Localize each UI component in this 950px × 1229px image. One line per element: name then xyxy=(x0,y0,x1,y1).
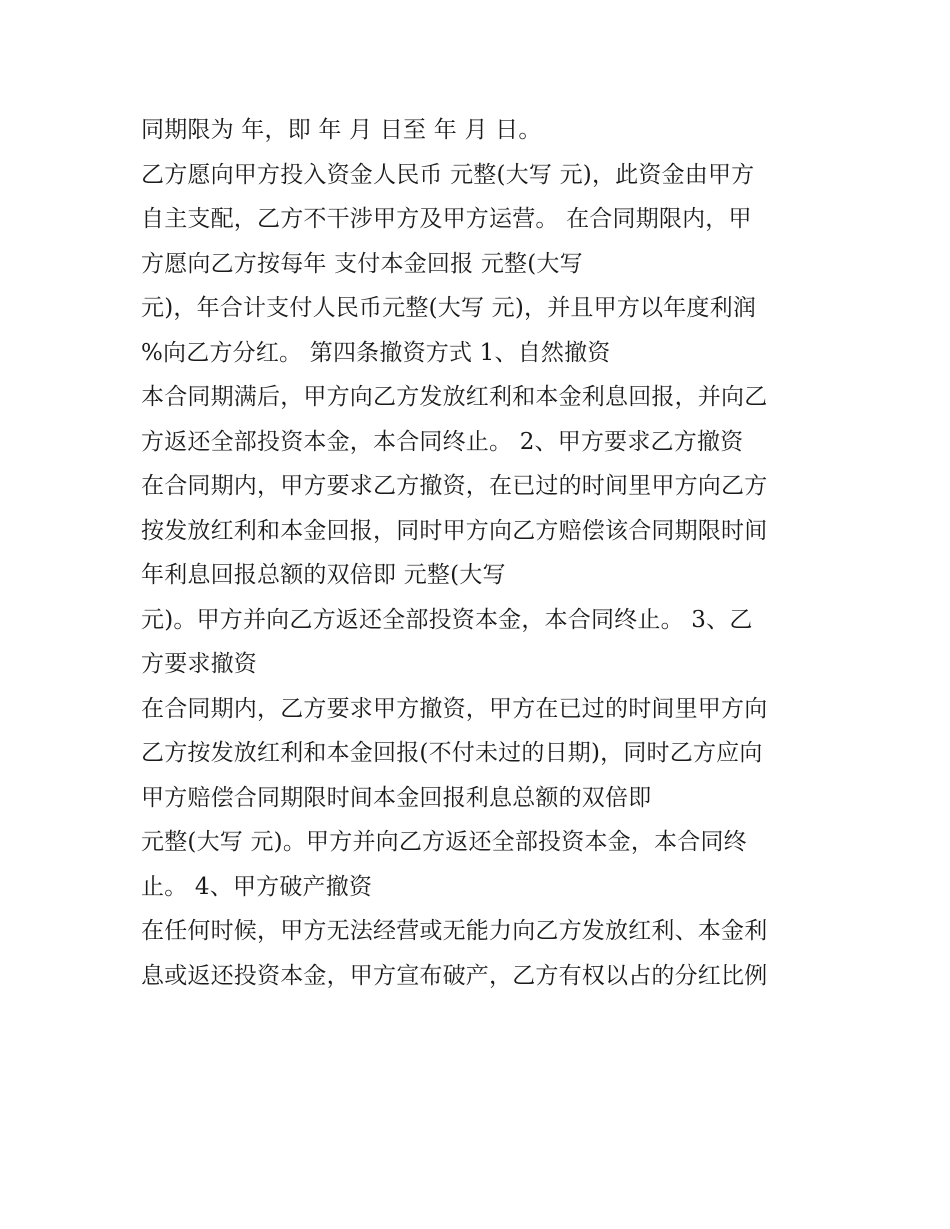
text-line-15: 乙方按发放红利和本金回报(不付未过的日期)，同时乙方应向 xyxy=(141,740,763,766)
text-line-19: 在任何时候，甲方无法经营或无能力向乙方发放红利、本金利 xyxy=(141,918,768,944)
text-line-17: 元整(大写 元)。甲方并向乙方返还全部投资本金，本合同终 xyxy=(141,829,747,855)
text-line-11: 年利息回报总额的双倍即 元整(大写 xyxy=(141,562,506,588)
text-line-12: 元)。甲方并向乙方返还全部投资本金，本合同终止。 3、乙 xyxy=(141,606,753,633)
text-line-18: 止。 4、甲方破产撤资 xyxy=(141,873,373,900)
text-line-7: 本合同期满后，甲方向乙方发放红利和本金利息回报，并向乙 xyxy=(141,384,768,410)
contract-text xyxy=(141,108,831,998)
text-line-6: %向乙方分红。 第四条撤资方式 1、自然撤资 xyxy=(141,339,611,366)
text-line-10: 按发放红利和本金回报，同时甲方向乙方赔偿该合同期限时间 xyxy=(141,517,768,544)
text-line-20: 息或返还投资本金，甲方宣布破产，乙方有权以占的分红比例 xyxy=(141,962,768,989)
text-line-16: 甲方赔偿合同期限时间本金回报利息总额的双倍即 xyxy=(141,784,652,811)
text-line-9: 在合同期内，甲方要求乙方撤资，在已过的时间里甲方向乙方 xyxy=(141,473,768,499)
text-line-13: 方要求撤资 xyxy=(141,651,257,677)
text-line-14: 在合同期内，乙方要求甲方撤资，甲方在已过的时间里甲方向 xyxy=(141,695,768,722)
text-line-5: 元)，年合计支付人民币元整(大写 元)，并且甲方以年度利润 xyxy=(141,295,757,321)
text-line-3: 自主支配，乙方不干涉甲方及甲方运营。 在合同期限内，甲 xyxy=(141,206,752,232)
text-line-1: 同期限为 年，即 年 月 日至 年 月 日。 xyxy=(141,117,542,143)
text-line-2: 乙方愿向甲方投入资金人民币 元整(大写 元)，此资金由甲方 xyxy=(141,161,755,188)
text-line-4: 方愿向乙方按每年 支付本金回报 元整(大写 xyxy=(141,250,583,277)
text-line-8: 方返还全部投资本金，本合同终止。 2、甲方要求乙方撤资 xyxy=(141,428,744,455)
